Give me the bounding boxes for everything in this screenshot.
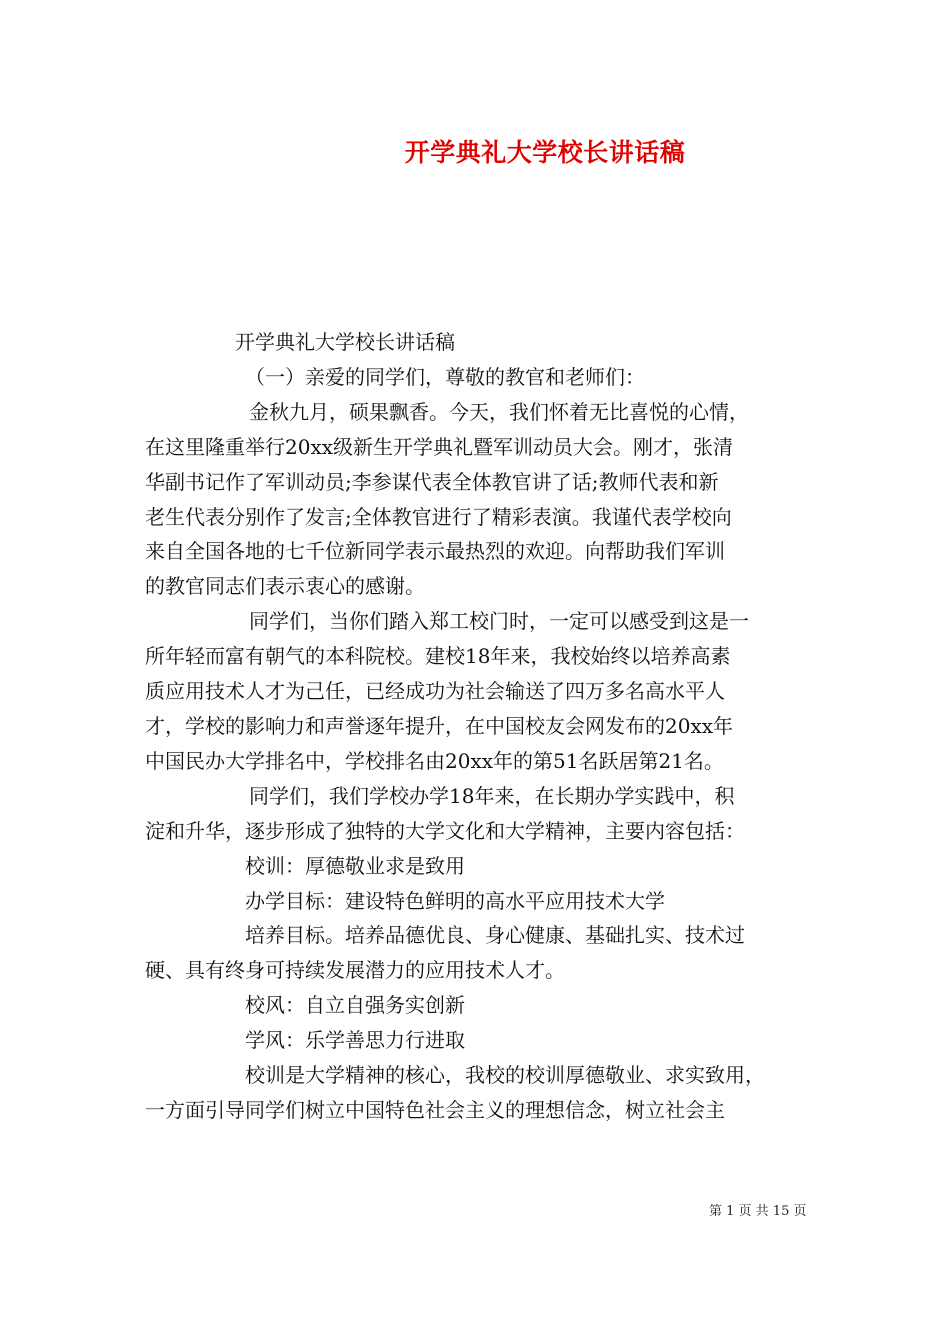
body-line: 金秋九月，硕果飘香。今天，我们怀着无比喜悦的心情， [249, 399, 749, 424]
page-number: 第 1 页 共 15 页 [709, 1204, 807, 1219]
body-line: 校训是大学精神的核心，我校的校训厚德敬业、求实致用， [245, 1063, 765, 1088]
body-line: 老生代表分别作了发言;全体教官进行了精彩表演。我谨代表学校向 [145, 504, 732, 529]
body-line: 才，学校的影响力和声誉逐年提升，在中国校友会网发布的20xx年 [145, 713, 734, 738]
body-line: 在这里隆重举行20xx级新生开学典礼暨军训动员大会。刚才，张清 [145, 434, 734, 459]
body-line: 学风：乐学善思力行进取 [245, 1028, 465, 1053]
document-body [145, 325, 807, 1128]
body-line: 来自全国各地的七千位新同学表示最热烈的欢迎。向帮助我们军训 [145, 539, 725, 564]
body-line: 开学典礼大学校长讲话稿 [235, 330, 455, 354]
body-line: 中国民办大学排名中，学校排名由20xx年的第51名跃居第21名。 [145, 748, 724, 773]
document-title: 开学典礼大学校长讲话稿 [404, 138, 686, 167]
body-line: 淀和升华，逐步形成了独特的大学文化和大学精神，主要内容包括： [145, 818, 745, 843]
body-line: 培养目标。培养品德优良、身心健康、基础扎实、技术过 [245, 923, 745, 948]
body-line: 所年轻而富有朝气的本科院校。建校18年来，我校始终以培养高素 [145, 644, 731, 669]
body-line: 的教官同志们表示衷心的感谢。 [145, 574, 425, 599]
body-line: 硬、具有终身可持续发展潜力的应用技术人才。 [145, 958, 565, 983]
body-line: 质应用技术人才为己任，已经成功为社会输送了四万多名高水平人 [145, 679, 725, 704]
body-line: 校风：自立自强务实创新 [245, 993, 465, 1018]
body-line: 校训：厚德敬业求是致用 [245, 853, 465, 878]
body-line: 办学目标：建设特色鲜明的高水平应用技术大学 [245, 888, 665, 913]
body-line: 同学们，我们学校办学18年来，在长期办学实践中，积 [249, 783, 735, 808]
body-line: 华副书记作了军训动员;李参谋代表全体教官讲了话;教师代表和新 [145, 469, 719, 494]
body-line: 同学们，当你们踏入郑工校门时，一定可以感受到这是一 [249, 609, 749, 634]
body-line: （一）亲爱的同学们，尊敬的教官和老师们： [245, 364, 645, 389]
body-line: 一方面引导同学们树立中国特色社会主义的理想信念，树立社会主 [145, 1097, 725, 1122]
